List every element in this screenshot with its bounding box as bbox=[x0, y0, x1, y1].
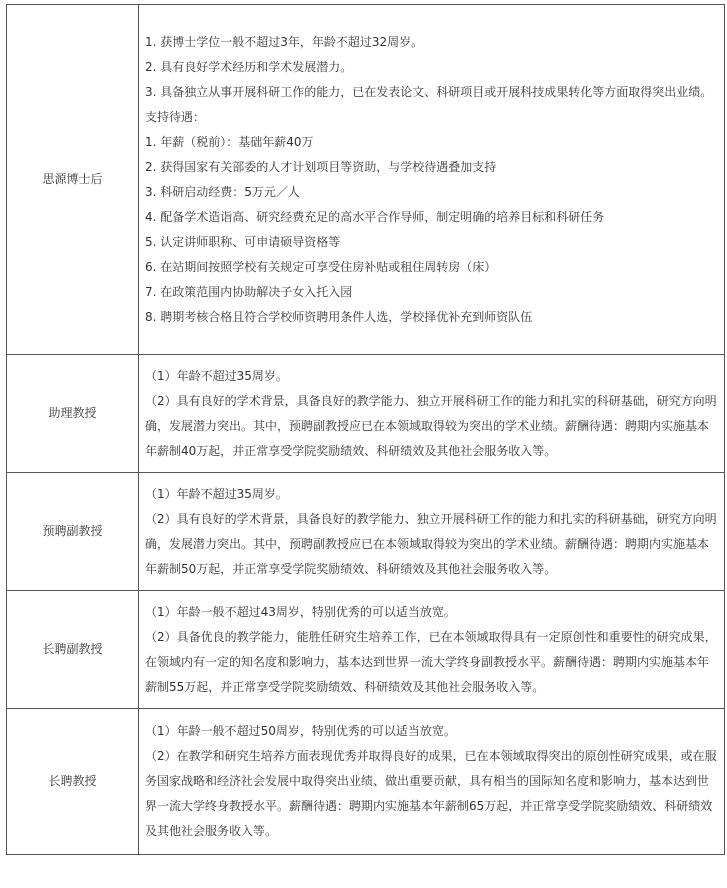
content-line: （2）具备优良的教学能力，能胜任研究生培养工作，已在本领域取得具有一定原创性和重要性的研究成果，在领域内有一定的知名度和影响力，基本达到世界一流大学终身副教授水平。薪酬待遇：聘期内实施基本年薪制55万起，并正常享受学院奖励绩效、科研绩效及其他社会服务收入等。 bbox=[145, 629, 717, 694]
content-line: （2）在教学和研究生培养方面表现优秀并取得良好的成果，已在本领域取得突出的原创性研究成果，或在服务国家战略和经济社会发展中取得突出业绩、做出重要贡献，具有相当的国际知名度和影响力，基本达到世界一流大学终身教授水平。薪酬待遇：聘期内实施基本年薪制65万起，并正常享受学院奖励绩效、科研绩效及其他社会服务收入等。 bbox=[145, 749, 717, 838]
row-content-tenured-professor bbox=[139, 709, 725, 855]
table-row bbox=[7, 709, 725, 855]
row-content-assistant-professor bbox=[139, 355, 725, 473]
row-content-postdoc bbox=[139, 5, 725, 355]
content-line: 7. 在政策范围内协助解决子女入托入园 bbox=[145, 284, 353, 299]
content-line: （2）具有良好的学术背景，具备良好的教学能力、独立开展科研工作的能力和扎实的科研基础，研究方向明确，发展潜力突出。其中，预聘副教授应已在本领域取得较为突出的学术业绩。薪酬待遇：聘期内实施基本年薪制40万起，并正常享受学院奖励绩效、科研绩效及其他社会服务收入等。 bbox=[145, 393, 717, 458]
content-line: 3. 科研启动经费：5万元／人 bbox=[145, 184, 300, 199]
row-content-tenure-track-associate bbox=[139, 473, 725, 591]
content-line: 1. 年薪（税前）：基础年薪40万 bbox=[145, 134, 314, 149]
content-line: （1）年龄一般不超过43周岁，特别优秀的可以适当放宽。 bbox=[145, 604, 456, 619]
content-line: （1）年龄不超过35周岁。 bbox=[145, 368, 288, 383]
content-line: 2. 具有良好学术经历和学术发展潜力。 bbox=[145, 59, 353, 74]
content-line: 支持待遇： bbox=[145, 109, 206, 124]
content-line: 4. 配备学术造诣高、研究经费充足的高水平合作导师，制定明确的培养目标和科研任务 bbox=[145, 209, 605, 224]
content-line: 8. 聘期考核合格且符合学校师资聘用条件人选，学校择优补充到师资队伍 bbox=[145, 309, 533, 324]
content-line: 3. 具备独立从事开展科研工作的能力，已在发表论文、科研项目或开展科技成果转化等方面取得突出业绩。 bbox=[145, 84, 713, 99]
content-line: 2. 获得国家有关部委的人才计划项目等资助，与学校待遇叠加支持 bbox=[145, 159, 497, 174]
table-row bbox=[7, 5, 725, 355]
table-row bbox=[7, 473, 725, 591]
content-line: （2）具有良好的学术背景，具备良好的教学能力、独立开展科研工作的能力和扎实的科研基础，研究方向明确，发展潜力突出。其中，预聘副教授应已在本领域取得较为突出的学术业绩。薪酬待遇：聘期内实施基本年薪制50万起，并正常享受学院奖励绩效、科研绩效及其他社会服务收入等。 bbox=[145, 511, 717, 576]
row-label-tenured-associate: 长聘副教授 bbox=[7, 591, 139, 709]
content-line: 6. 在站期间按照学校有关规定可享受住房补贴或租住周转房（床） bbox=[145, 259, 497, 274]
content-line: （1）年龄一般不超过50周岁，特别优秀的可以适当放宽。 bbox=[145, 724, 456, 738]
content-line: （1）年龄不超过35周岁。 bbox=[145, 486, 288, 501]
row-label-assistant-professor: 助理教授 bbox=[7, 355, 139, 473]
content-line: 1. 获博士学位一般不超过3年，年龄不超过32周岁。 bbox=[145, 34, 424, 49]
positions-table bbox=[6, 4, 725, 855]
row-label-tenure-track-associate: 预聘副教授 bbox=[7, 473, 139, 591]
row-label-postdoc: 思源博士后 bbox=[7, 5, 139, 355]
table-row bbox=[7, 355, 725, 473]
table-row bbox=[7, 591, 725, 709]
row-label-tenured-professor: 长聘教授 bbox=[7, 709, 139, 855]
content-line: 5. 认定讲师职称、可申请硕导资格等 bbox=[145, 234, 341, 249]
row-content-tenured-associate bbox=[139, 591, 725, 709]
